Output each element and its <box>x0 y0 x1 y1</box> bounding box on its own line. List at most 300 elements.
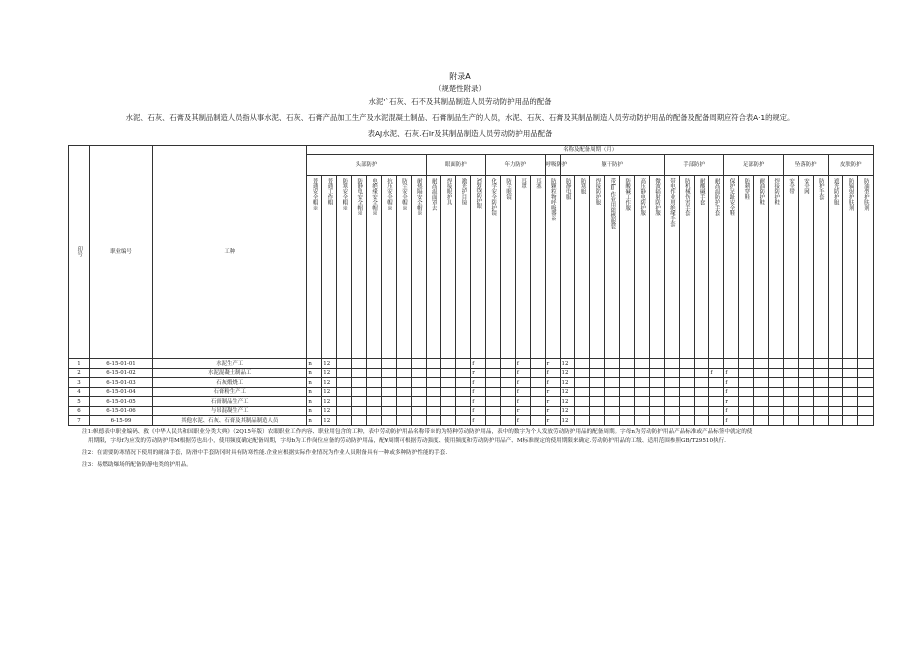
item-header <box>679 176 694 359</box>
row-mark <box>530 359 545 369</box>
item-header <box>545 176 560 359</box>
item-header <box>828 176 843 359</box>
row-mark <box>649 397 664 407</box>
row-seq: 5 <box>69 397 90 407</box>
row-mark <box>620 368 635 378</box>
row-work: 水泥生产工 <box>153 359 307 369</box>
row-mark <box>590 368 605 378</box>
category-fall: 坠落防护 <box>783 155 828 176</box>
item-header-label: 防静电服 <box>564 178 571 200</box>
row-mark <box>664 416 679 426</box>
row-mark <box>337 387 352 397</box>
row-mark <box>456 416 471 426</box>
item-header-label: 高压静电防护服 <box>639 178 646 216</box>
row-mark <box>828 387 843 397</box>
row-mark <box>679 368 694 378</box>
row-mark <box>798 406 813 416</box>
row-mark: 12 <box>322 387 337 397</box>
row-mark <box>858 406 874 416</box>
row-mark: f <box>724 416 739 426</box>
note-1-line-1: 注1:帜德表中职业编码、救《中华人民共和国职业分类大典》（2Q15年版）农眼职业工作内容、职业用包含的工种，表中劳动防护用品名称带※的为特种劳动防护用品，表中的数字为个人发放劳动防护用品的配备周期。字母n为劳动防护用品产品标准或产品标签中就定的使 <box>82 429 753 435</box>
category-body: 躯干防护 <box>560 155 664 176</box>
row-mark <box>754 378 769 388</box>
row-mark <box>605 416 620 426</box>
row-mark <box>679 416 694 426</box>
row-mark <box>575 406 590 416</box>
row-mark <box>352 387 367 397</box>
row-mark <box>366 359 381 369</box>
row-mark <box>575 378 590 388</box>
row-mark <box>635 406 650 416</box>
row-mark <box>843 387 858 397</box>
row-mark <box>769 359 784 369</box>
row-mark <box>337 368 352 378</box>
item-header <box>709 176 724 359</box>
row-mark: n <box>307 359 322 369</box>
row-mark: f <box>471 406 486 416</box>
row-mark <box>813 378 828 388</box>
row-mark <box>858 359 874 369</box>
row-mark <box>530 406 545 416</box>
row-mark: r <box>471 368 486 378</box>
row-mark <box>843 406 858 416</box>
row-mark: f <box>471 378 486 388</box>
item-header-label: 耳塞 <box>534 178 541 189</box>
row-mark <box>352 368 367 378</box>
item-header-label: 防寒安全帽※ <box>341 178 348 211</box>
row-mark <box>798 368 813 378</box>
table-row <box>69 416 874 426</box>
item-header <box>649 176 664 359</box>
item-header-label: 安全带 <box>788 178 795 195</box>
row-work: 水泥混凝土制品工 <box>153 368 307 378</box>
item-header-label: 防护手套 <box>817 178 824 200</box>
item-header-label: 普通安全帽※ <box>311 178 318 211</box>
row-mark <box>426 387 441 397</box>
row-mark: f <box>515 416 530 426</box>
row-mark: 12 <box>560 416 575 426</box>
row-mark <box>575 416 590 426</box>
item-header <box>500 176 515 359</box>
row-mark <box>679 378 694 388</box>
row-mark <box>620 397 635 407</box>
row-mark: n <box>307 387 322 397</box>
row-mark <box>352 406 367 416</box>
row-work: 与吊混凝生产工 <box>153 406 307 416</box>
row-mark <box>337 359 352 369</box>
row-mark <box>709 416 724 426</box>
row-mark: 12 <box>560 359 575 369</box>
row-mark <box>441 359 456 369</box>
row-mark <box>858 416 874 426</box>
row-mark <box>828 416 843 426</box>
row-mark <box>709 387 724 397</box>
row-mark <box>530 368 545 378</box>
row-mark: 12 <box>322 416 337 426</box>
item-header-label: 耐高温面罩去 <box>430 178 437 211</box>
row-mark: 12 <box>322 359 337 369</box>
row-mark <box>366 397 381 407</box>
table-row <box>69 368 874 378</box>
row-mark <box>664 368 679 378</box>
row-mark <box>441 368 456 378</box>
row-mark <box>694 416 709 426</box>
row-mark <box>769 378 784 388</box>
row-mark <box>843 378 858 388</box>
category-eye: 眼面防护 <box>426 155 486 176</box>
row-mark: f <box>515 387 530 397</box>
item-header <box>337 176 352 359</box>
row-mark: n <box>307 416 322 426</box>
row-mark: r <box>545 406 560 416</box>
row-mark: r <box>545 387 560 397</box>
row-work: 石膏粉生产工 <box>153 387 307 397</box>
row-mark: f <box>471 397 486 407</box>
table-row <box>69 387 874 397</box>
row-mark <box>783 416 798 426</box>
row-mark <box>396 378 411 388</box>
row-mark <box>456 406 471 416</box>
row-mark <box>590 397 605 407</box>
row-mark <box>798 359 813 369</box>
row-mark: f <box>545 368 560 378</box>
row-mark: n <box>307 406 322 416</box>
row-mark: n <box>307 368 322 378</box>
row-mark <box>426 368 441 378</box>
row-mark <box>530 378 545 388</box>
row-mark <box>411 387 426 397</box>
item-header-label: 防机械伤害手套 <box>683 178 690 216</box>
row-mark <box>352 359 367 369</box>
row-mark <box>694 406 709 416</box>
item-header <box>560 176 575 359</box>
item-header <box>798 176 813 359</box>
row-mark <box>754 359 769 369</box>
row-mark <box>709 406 724 416</box>
row-mark: f <box>471 416 486 426</box>
row-mark: 12 <box>560 406 575 416</box>
row-mark <box>754 368 769 378</box>
table-row <box>69 406 874 416</box>
item-header <box>456 176 471 359</box>
row-mark <box>486 378 501 388</box>
row-mark <box>694 397 709 407</box>
row-mark <box>769 406 784 416</box>
row-mark <box>843 397 858 407</box>
item-header-label: 耐高温防护手套 <box>713 178 720 216</box>
row-mark: f <box>515 368 530 378</box>
row-seq: 3 <box>69 378 90 388</box>
row-code: 6-15-01-01 <box>90 359 153 369</box>
row-mark: f <box>471 387 486 397</box>
row-mark <box>381 406 396 416</box>
row-mark <box>813 368 828 378</box>
row-mark <box>590 406 605 416</box>
row-mark <box>739 397 754 407</box>
row-mark <box>769 387 784 397</box>
item-header-label: 遮光防护服 <box>832 178 839 206</box>
row-mark <box>575 397 590 407</box>
row-mark <box>575 368 590 378</box>
row-work: 石灰煅烧工 <box>153 378 307 388</box>
row-mark <box>456 359 471 369</box>
row-mark <box>739 378 754 388</box>
category-skin: 皮肤防护 <box>828 155 873 176</box>
row-mark <box>783 378 798 388</box>
category-hand: 手部防护 <box>664 155 724 176</box>
row-mark <box>337 378 352 388</box>
row-mark: r <box>724 397 739 407</box>
row-mark <box>769 368 784 378</box>
appendix-normative: （规楚性附录） <box>434 84 486 93</box>
row-mark: 12 <box>322 406 337 416</box>
row-mark <box>828 397 843 407</box>
row-mark <box>694 359 709 369</box>
row-mark <box>352 378 367 388</box>
item-header-label: 安全网 <box>802 178 809 195</box>
item-header-label: 防尘安全帽※ <box>400 178 407 211</box>
row-mark <box>605 397 620 407</box>
item-header <box>575 176 590 359</box>
row-mark <box>500 406 515 416</box>
row-mark <box>798 378 813 388</box>
row-mark <box>411 397 426 407</box>
row-mark <box>664 406 679 416</box>
row-mark <box>456 378 471 388</box>
row-mark <box>575 359 590 369</box>
row-mark <box>605 378 620 388</box>
row-mark: f <box>515 378 530 388</box>
item-header-label: 防颗粒物呼吸器※ <box>549 178 556 222</box>
row-mark <box>813 387 828 397</box>
row-mark: 12 <box>322 397 337 407</box>
row-mark <box>337 416 352 426</box>
row-mark <box>828 368 843 378</box>
row-mark <box>694 378 709 388</box>
row-code: 6-15-01-05 <box>90 397 153 407</box>
item-header <box>411 176 426 359</box>
row-mark <box>679 387 694 397</box>
row-code: 6-15-01-02 <box>90 368 153 378</box>
item-header-label: 保护足趾安全鞋 <box>728 178 735 216</box>
row-mark <box>649 368 664 378</box>
row-mark: r <box>545 359 560 369</box>
row-mark <box>709 359 724 369</box>
item-header <box>694 176 709 359</box>
row-mark: f <box>724 368 739 378</box>
row-code: 6-15-01-04 <box>90 387 153 397</box>
row-mark <box>605 406 620 416</box>
category-hearing: 年力防护 <box>486 155 546 176</box>
row-mark <box>769 397 784 407</box>
row-mark <box>426 397 441 407</box>
row-mark <box>426 378 441 388</box>
row-mark <box>694 387 709 397</box>
row-mark <box>664 378 679 388</box>
item-header-label: 微波辐射防护服 <box>654 178 661 216</box>
row-mark <box>366 368 381 378</box>
item-header <box>664 176 679 359</box>
table-row <box>69 397 874 407</box>
row-mark: 12 <box>560 397 575 407</box>
item-header-label: 电绝缘安全帽※ <box>371 178 378 216</box>
row-mark <box>724 359 739 369</box>
row-mark <box>858 397 874 407</box>
row-code: 6-15-99 <box>90 416 153 426</box>
note-3: 注3：易燃助爆场所配备防静电类的护用品。 <box>82 462 192 468</box>
row-mark <box>352 397 367 407</box>
category-head: 头部防护 <box>307 155 426 176</box>
row-mark <box>843 368 858 378</box>
row-mark: f <box>724 387 739 397</box>
row-mark <box>828 378 843 388</box>
row-mark <box>754 406 769 416</box>
item-header-label: 激光护目镜 <box>460 178 467 206</box>
row-mark <box>635 387 650 397</box>
row-mark <box>664 359 679 369</box>
row-mark <box>858 378 874 388</box>
row-mark <box>590 416 605 426</box>
row-mark <box>352 416 367 426</box>
row-code: 6-15-01-06 <box>90 406 153 416</box>
row-mark <box>649 378 664 388</box>
row-mark <box>337 397 352 407</box>
row-mark <box>754 397 769 407</box>
item-header <box>843 176 858 359</box>
row-mark <box>366 416 381 426</box>
item-header <box>471 176 486 359</box>
item-header <box>441 176 456 359</box>
row-mark <box>605 368 620 378</box>
row-seq: 1 <box>69 359 90 369</box>
item-header-label: 耐热隔安全帽※ <box>415 178 422 216</box>
row-mark <box>486 397 501 407</box>
ppe-table <box>68 145 874 426</box>
row-mark <box>441 416 456 426</box>
row-mark <box>843 416 858 426</box>
row-mark <box>426 416 441 426</box>
item-header <box>515 176 530 359</box>
table-row <box>69 378 874 388</box>
note-1-line-2: 用期限，字母f为应发的劳动防护用M根据劳也出小，使用频度确定配备周期，字母b为工作岗位应备的劳动防护用品，配¥周期可根据劳动强度、使用频度和劳动防护用品产、M标准规定的使用期限来确定.劳动防护用品的工级、适用范围参照GB/T29510执行. <box>88 438 726 444</box>
row-mark <box>783 387 798 397</box>
row-mark: r <box>545 416 560 426</box>
row-mark <box>500 387 515 397</box>
item-header-label: 防静电安全帽※ <box>356 178 363 216</box>
appendix-heading: 附录A <box>449 72 471 81</box>
row-mark: 12 <box>560 387 575 397</box>
row-mark <box>605 359 620 369</box>
row-mark <box>843 359 858 369</box>
row-mark <box>456 368 471 378</box>
row-mark: f <box>724 406 739 416</box>
row-mark: 12 <box>560 368 575 378</box>
row-mark <box>486 387 501 397</box>
row-mark: 12 <box>322 378 337 388</box>
row-mark <box>679 406 694 416</box>
row-mark <box>798 397 813 407</box>
row-mark <box>649 416 664 426</box>
row-mark <box>754 416 769 426</box>
row-mark <box>530 387 545 397</box>
row-mark: r <box>515 406 530 416</box>
row-mark <box>679 397 694 407</box>
item-header-label: 防寒服 <box>579 178 586 195</box>
item-header <box>590 176 605 359</box>
row-mark <box>813 359 828 369</box>
row-mark <box>798 416 813 426</box>
row-mark <box>486 368 501 378</box>
category-respiratory: 呼吸防护 <box>545 155 560 176</box>
row-mark: 12 <box>560 378 575 388</box>
row-mark <box>500 416 515 426</box>
row-mark <box>739 406 754 416</box>
item-header <box>635 176 650 359</box>
row-mark <box>828 406 843 416</box>
row-mark <box>813 397 828 407</box>
row-mark <box>605 387 620 397</box>
item-header-label: 普通工作帽 <box>326 178 333 206</box>
item-header <box>858 176 874 359</box>
row-mark <box>441 397 456 407</box>
row-mark <box>381 416 396 426</box>
row-mark <box>709 378 724 388</box>
row-mark <box>396 406 411 416</box>
row-mark <box>381 359 396 369</box>
row-mark <box>769 416 784 426</box>
row-mark <box>635 397 650 407</box>
item-header <box>530 176 545 359</box>
row-mark <box>500 368 515 378</box>
item-header <box>783 176 798 359</box>
row-mark: r <box>545 397 560 407</box>
note-2: 注2：在需要防寒情况下使用的耐油手套，防滑中手套防冈时具有防寒性能.企业应根据实际作业情况为作业人员附备具有一种或多种防护性能的手套. <box>82 450 448 456</box>
col-header-code: 职业编号 <box>90 146 153 359</box>
row-mark <box>411 406 426 416</box>
row-mark <box>381 378 396 388</box>
row-code: 6-15-01-03 <box>90 378 153 388</box>
row-mark <box>739 359 754 369</box>
row-mark <box>500 359 515 369</box>
row-mark <box>426 406 441 416</box>
row-mark: f <box>515 397 530 407</box>
table-title: 表AJ水泥、石灰.石Ir及其制品制造人员劳动防护用品配备 <box>367 129 553 138</box>
row-mark <box>530 397 545 407</box>
row-mark <box>441 387 456 397</box>
row-mark <box>590 378 605 388</box>
row-mark <box>486 359 501 369</box>
row-mark <box>590 387 605 397</box>
row-mark <box>620 406 635 416</box>
item-header <box>307 176 322 359</box>
item-header-label: X射线防护眼 <box>475 178 482 209</box>
item-header-label: 耳罩 <box>520 178 527 189</box>
item-header <box>396 176 411 359</box>
item-header-label: 焊接眼护具 <box>445 178 452 206</box>
row-mark <box>441 406 456 416</box>
row-mark <box>486 406 501 416</box>
row-mark <box>396 359 411 369</box>
row-mark <box>396 387 411 397</box>
row-mark <box>858 368 874 378</box>
row-mark: n <box>307 397 322 407</box>
item-header <box>322 176 337 359</box>
row-mark <box>366 406 381 416</box>
row-mark <box>456 397 471 407</box>
row-mark <box>813 416 828 426</box>
row-mark <box>575 387 590 397</box>
row-mark <box>620 359 635 369</box>
